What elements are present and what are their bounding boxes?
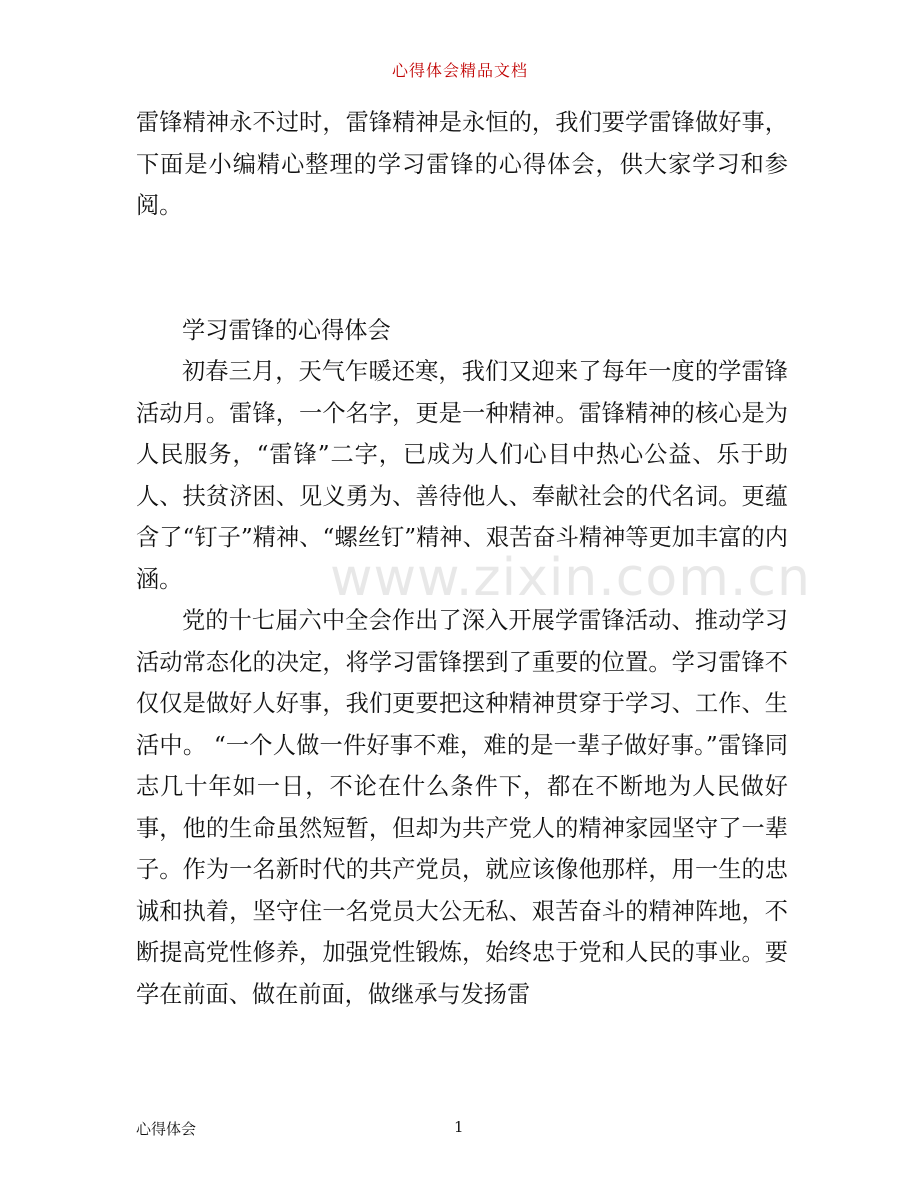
body-paragraph-2: 党的十七届六中全会作出了深入开展学雷锋活动、推动学习活动常态化的决定，将学习雷锋摆到了重要的位置。学习雷锋不仅仅是做好人好事，我们更要把这种精神贯穿于学习、工作、生活中。 “一个人做一件好事不难，难的是一辈子做好事。”雷锋同志几十年如一日，不论在什么条件下，都在不断地为人民做好事，他的生命虽然短暂，但却为共产党人的精神家园坚守了一辈子。作为一名新时代的共产党员，就应该像他那样，用一生的忠诚和执着，坚守住一名党员大公无私、艰苦奋斗的精神阵地，不断提高党性修养，加强党性锻炼，始终忠于党和人民的事业。要学在前面、做在前面，做继承与发扬雷 (136, 607, 788, 1008)
page-header-title: 心得体会精品文档 (391, 61, 528, 80)
page-number: 1 (454, 1118, 464, 1136)
document-body (136, 102, 788, 1015)
paragraph-spacer (136, 227, 788, 310)
section-title: 学习雷锋的心得体会 (182, 316, 391, 344)
footer-label: 心得体会 (136, 1120, 197, 1138)
body-paragraph-1: 初春三月，天气乍暖还寒，我们又迎来了每年一度的学雷锋活动月。雷锋，一个名字，更是一种精神。雷锋精神的核心是为人民服务，“雷锋”二字，已成为人们心目中热心公益、乐于助人、扶贫济困、见义勇为、善待他人、奉献社会的代名词。更蕴含了“钉子”精神、“螺丝钉”精神、艰苦奋斗精神等更加丰富的内涵。 (136, 358, 788, 593)
watermark: www.zixin.com.cn (330, 548, 811, 608)
intro-paragraph: 雷锋精神永不过时，雷锋精神是永恒的，我们要学雷锋做好事，下面是小编精心整理的学习雷锋的心得体会，供大家学习和参阅。 (136, 109, 788, 219)
